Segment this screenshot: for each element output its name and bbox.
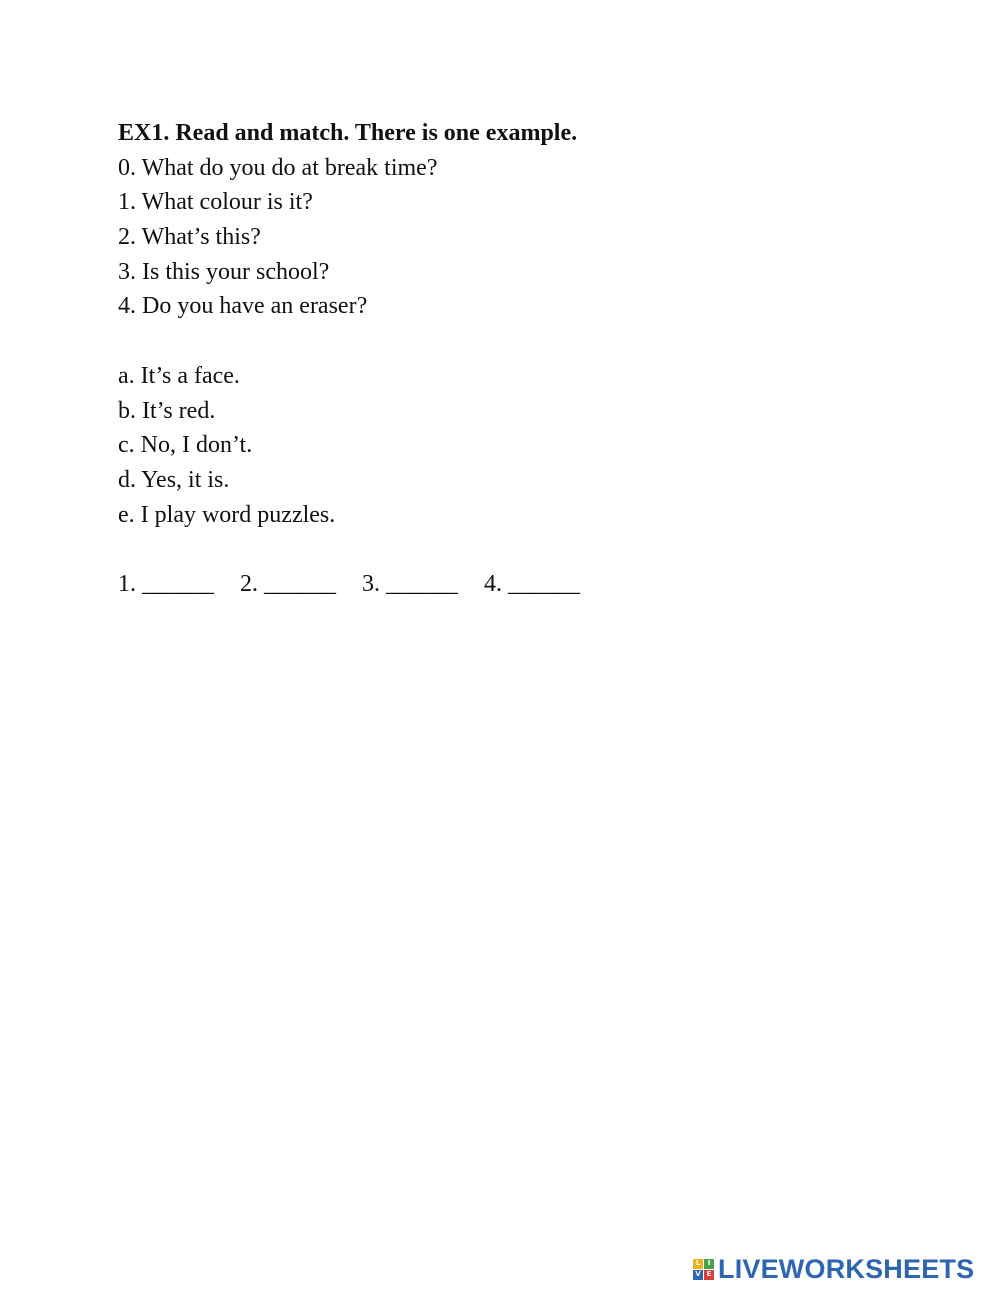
answer-slot-2: [240, 567, 342, 602]
answer-blank-4[interactable]: ______: [508, 570, 580, 597]
answer-number: 4.: [484, 570, 502, 597]
answer-slot-3: [362, 567, 464, 602]
question-item: 1. What colour is it?: [118, 189, 313, 216]
option-item: c. No, I don’t.: [118, 432, 253, 459]
logo-mark-cell: E: [704, 1270, 714, 1280]
question-item: 0. What do you do at break time?: [118, 154, 438, 181]
answer-blank-3[interactable]: ______: [386, 570, 458, 597]
answer-slot-4: [484, 567, 586, 602]
logo-mark-cell: V: [693, 1270, 703, 1280]
logo-text: LIVEWORKSHEETS: [718, 1254, 975, 1284]
answer-number: 2.: [240, 570, 258, 597]
worksheet: [118, 116, 878, 602]
option-item: b. It’s red.: [118, 397, 216, 424]
exercise-title: EX1. Read and match. There is one example.: [118, 120, 578, 146]
option-list: [118, 359, 878, 532]
answer-row: [118, 567, 878, 602]
spacer: [118, 324, 878, 359]
question-item: 2. What’s this?: [118, 224, 261, 251]
liveworksheets-logo: [693, 1255, 974, 1283]
logo-mark-cell: L: [693, 1259, 703, 1269]
answer-blank-1[interactable]: ______: [142, 570, 214, 597]
option-item: a. It’s a face.: [118, 362, 240, 389]
answer-slot-1: [118, 567, 220, 602]
answer-blank-2[interactable]: ______: [264, 570, 336, 597]
answer-number: 1.: [118, 570, 136, 597]
spacer: [118, 532, 878, 567]
question-item: 4. Do you have an eraser?: [118, 293, 368, 320]
logo-mark-cell: I: [704, 1259, 714, 1269]
question-item: 3. Is this your school?: [118, 258, 330, 285]
logo-mark-icon: [693, 1259, 714, 1280]
answer-number: 3.: [362, 570, 380, 597]
option-item: d. Yes, it is.: [118, 466, 230, 493]
question-list: [118, 151, 878, 324]
option-item: e. I play word puzzles.: [118, 501, 336, 528]
